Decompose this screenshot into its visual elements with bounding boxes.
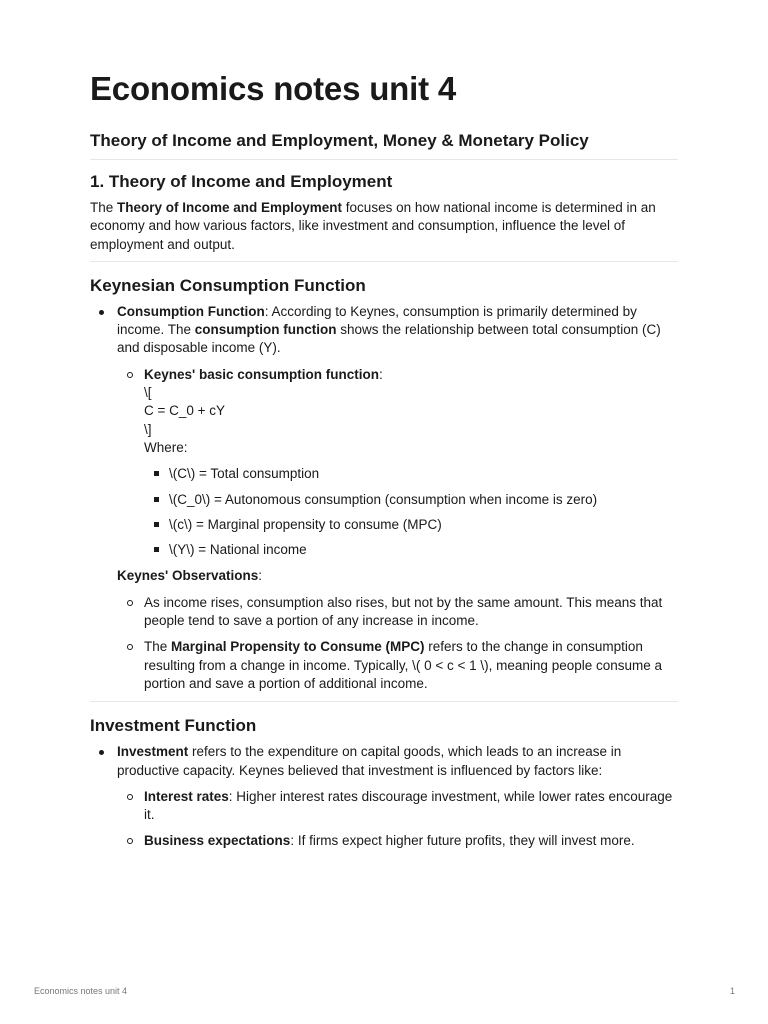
list-item: \(c\) = Marginal propensity to consume (MPC) <box>144 516 678 534</box>
footer-doc-title: Economics notes unit 4 <box>34 986 128 996</box>
page-subtitle: Theory of Income and Employment, Money & Monetary Policy <box>90 131 678 160</box>
list-item: Interest rates: Higher interest rates discourage investment, while lower rates encourage it. <box>117 788 678 825</box>
list-item: The Marginal Propensity to Consume (MPC) refers to the change in consumption resulting from a change in income. Typically, \( 0 < c < 1 \), meaning people consume a portion and save a portion of additional income. <box>117 638 678 693</box>
equation-open: \[ <box>144 385 152 401</box>
theory-term: Theory of Income and Employment <box>117 200 343 215</box>
consumption-sublist <box>117 366 678 560</box>
list-item: \(Y\) = National income <box>144 541 678 559</box>
list-item: Business expectations: If firms expect higher future profits, they will invest more. <box>117 832 678 850</box>
list-item-basic-function: Keynes' basic consumption function: \[ C = C_0 + cY \] Where: \(C\) = Total consumption \(C_0\) = Autonomous consumption (consumption when income is zero) \(c\) = Marginal propensity to consume (MPC) \(Y\) = National income <box>117 366 678 560</box>
list-item: \(C\) = Total consumption <box>144 465 678 483</box>
section-investment <box>90 716 678 850</box>
section-heading-theory: 1. Theory of Income and Employment <box>90 172 393 191</box>
variables-list <box>144 465 678 559</box>
page-title: Economics notes unit 4 <box>90 70 456 107</box>
section-theory <box>90 172 678 262</box>
footer-page-number: 1 <box>729 986 735 996</box>
where-label: Where: <box>144 439 188 455</box>
content-flow <box>90 172 678 859</box>
section-keynesian <box>90 276 678 702</box>
list-item-consumption-function: Consumption Function: According to Keynes, consumption is primarily determined by income. The consumption function shows the relationship between total consumption (C) and disposable income (Y). Keynes' basic consumption function: \[ C = C_0 + cY \] Where: \(C\) = Total consumption \(C_0\) = Autonomous consumption (consumption when income is zero) \(c\) = Marginal propensity to consume (MPC) \(Y\) = National income Keynes' Observations: As income rises, consumption also rises, but not by the same amount. This means that people tend to save a portion of any increase in income. The Marginal Propensity to Consume (MPC) refers to the change in consumption resulting from a change in income. Typically, \( 0 < c < 1 \), meaning people consume a portion and save a portion of additional income. <box>90 303 678 693</box>
theory-paragraph: The Theory of Income and Employment focuses on how national income is determined in an economy and how various factors, like investment and consumption, influence the level of employment and output. <box>90 199 678 262</box>
list-item: \(C_0\) = Autonomous consumption (consumption when income is zero) <box>144 491 678 509</box>
observations-heading: Keynes' Observations: <box>117 568 263 584</box>
investment-list <box>90 743 678 850</box>
section-heading-keynesian: Keynesian Consumption Function <box>90 275 366 295</box>
observations-list <box>117 594 678 693</box>
list-item-investment: Investment refers to the expenditure on capital goods, which leads to an increase in productive capacity. Keynes believed that investment is influenced by factors like: Interest rates: Higher interest rates discourage investment, while lower rates encourage it. Business expectations: If firms expect higher future profits, they will invest more. <box>90 743 678 850</box>
investment-factors-list <box>117 788 678 851</box>
section-heading-investment: Investment Function <box>90 716 257 736</box>
equation: C = C_0 + cY <box>144 403 226 419</box>
keynesian-list <box>90 303 678 693</box>
equation-close: \] <box>144 421 152 437</box>
list-item: As income rises, consumption also rises, but not by the same amount. This means that people tend to save a portion of any increase in income. <box>117 594 678 631</box>
